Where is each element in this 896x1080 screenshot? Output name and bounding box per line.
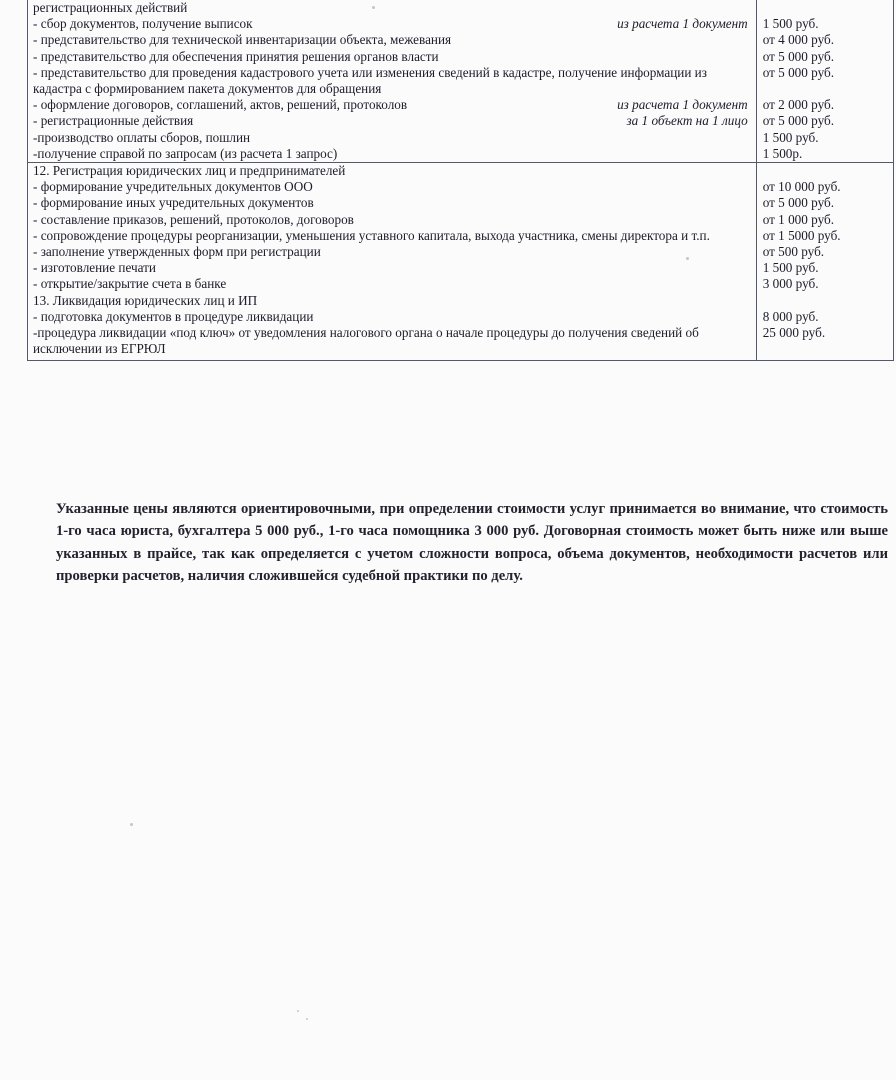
price-cell (756, 163, 893, 180)
scan-speck (686, 257, 689, 260)
table-row (28, 212, 894, 228)
price-cell (756, 309, 893, 325)
price-cell (756, 228, 893, 244)
service-description: - представительство для обеспечения принятия решения органов власти (33, 48, 439, 64)
service-price: от 5 000 руб. (762, 64, 834, 80)
price-cell (756, 179, 893, 195)
service-cell (28, 130, 757, 146)
price-cell (756, 16, 893, 32)
service-unit-note: из расчета 1 документ (617, 16, 748, 32)
price-cell (756, 113, 893, 129)
service-price: 1 500 руб. (762, 16, 819, 32)
price-cell (756, 195, 893, 211)
table-row (28, 130, 894, 146)
service-cell (28, 97, 757, 113)
service-cell (28, 65, 757, 97)
service-description: - заполнение утвержденных форм при регистрации (33, 244, 321, 260)
pricing-footnote: Указанные цены являются ориентировочными, при определении стоимости услуг принимается во внимание, что стоимость 1-го часа юриста, бухгалтера 5 000 руб., 1-го часа помощника 3 000 руб. Договорная стоимость может быть ниже или выше указанных в прайсе, так как определяется с учетом сложности вопроса, объема документов, необходимости расчетов или проверки расчетов, наличия сложившейся судебной практики по делу. (56, 501, 888, 585)
service-price: от 1 5000 руб. (762, 227, 841, 243)
service-price: 25 000 руб. (762, 325, 826, 341)
service-description: 12. Регистрация юридических лиц и предпринимателей (33, 163, 346, 179)
service-price: 1 500 руб. (762, 129, 819, 145)
service-cell (28, 16, 757, 32)
price-cell (756, 325, 893, 361)
service-price: 8 000 руб. (762, 308, 819, 324)
service-price: от 2 000 руб. (762, 97, 834, 113)
service-cell (28, 146, 757, 163)
service-price: от 5 000 руб. (762, 48, 834, 64)
price-cell (756, 130, 893, 146)
service-price: от 4 000 руб. (762, 32, 834, 48)
price-cell (756, 146, 893, 163)
scan-speck (372, 6, 375, 9)
service-cell (28, 228, 757, 244)
service-description: -производство оплаты сборов, пошлин (33, 129, 251, 145)
service-cell (28, 195, 757, 211)
service-cell (28, 113, 757, 129)
table-row (28, 0, 894, 16)
service-price: от 10 000 руб. (762, 179, 841, 195)
price-cell (756, 212, 893, 228)
table-row (28, 16, 894, 32)
service-description: - изготовление печати (33, 260, 156, 276)
table-row (28, 49, 894, 65)
service-price: от 500 руб. (762, 244, 825, 260)
service-cell (28, 309, 757, 325)
service-description: - оформление договоров, соглашений, актов, решений, протоколов (33, 97, 408, 113)
table-row (28, 146, 894, 163)
table-row (28, 276, 894, 292)
service-description: регистрационных действий (33, 0, 188, 15)
scan-speck (130, 823, 133, 826)
service-price: 3 000 руб. (762, 276, 819, 292)
service-description: -получение справой по запросам (из расчета 1 запрос) (33, 145, 338, 161)
service-price: 1 500 руб. (762, 260, 819, 276)
service-cell (28, 0, 757, 16)
table-row (28, 113, 894, 129)
table-row (28, 195, 894, 211)
service-description: - представительство для проведения кадастрового учета или изменения сведений в кадастре, получение информации из кадастра с формированием пакета документов для обращения (33, 64, 707, 97)
service-cell (28, 49, 757, 65)
service-cell (28, 244, 757, 260)
service-description: - представительство для технической инвентаризации объекта, межевания (33, 32, 452, 48)
table-row (28, 260, 894, 276)
price-cell (756, 65, 893, 97)
price-cell (756, 293, 893, 309)
service-cell (28, 276, 757, 292)
price-cell (756, 244, 893, 260)
price-table (27, 0, 894, 361)
table-row (28, 309, 894, 325)
table-row (28, 293, 894, 309)
service-price: от 1 000 руб. (762, 211, 834, 227)
service-description: - формирование иных учредительных документов (33, 195, 314, 211)
service-description: - регистрационные действия (33, 113, 194, 129)
scan-speck (297, 1010, 299, 1012)
service-description: - сбор документов, получение выписок (33, 16, 253, 32)
table-row (28, 32, 894, 48)
service-cell (28, 293, 757, 309)
service-unit-note: за 1 объект на 1 лицо (626, 113, 748, 129)
scan-speck (306, 1018, 308, 1020)
table-row (28, 163, 894, 180)
table-row (28, 244, 894, 260)
service-description: - подготовка документов в процедуре ликвидации (33, 308, 314, 324)
service-unit-note: из расчета 1 документ (617, 97, 748, 113)
table-row (28, 179, 894, 195)
service-price: от 5 000 руб. (762, 113, 834, 129)
service-cell (28, 163, 757, 180)
service-description: - открытие/закрытие счета в банке (33, 276, 227, 292)
service-description: - сопровождение процедуры реорганизации, уменьшения уставного капитала, выхода участника, смены директора и т.п. (33, 227, 710, 243)
table-row (28, 228, 894, 244)
table-row (28, 65, 894, 97)
service-description: 13. Ликвидация юридических лиц и ИП (33, 292, 258, 308)
price-cell (756, 0, 893, 16)
service-cell (28, 260, 757, 276)
table-row (28, 97, 894, 113)
price-cell (756, 49, 893, 65)
service-price: 1 500р. (762, 145, 803, 161)
service-cell (28, 179, 757, 195)
price-cell (756, 260, 893, 276)
table-row (28, 325, 894, 361)
service-cell (28, 325, 757, 361)
price-cell (756, 32, 893, 48)
service-price: от 5 000 руб. (762, 195, 834, 211)
price-cell (756, 276, 893, 292)
service-description: - составление приказов, решений, протоколов, договоров (33, 211, 354, 227)
service-description: -процедура ликвидации «под ключ» от уведомления налогового органа о начале процедуры до получения сведений об исключении из ЕГРЮЛ (33, 325, 699, 357)
price-cell (756, 97, 893, 113)
service-description: - формирование учредительных документов ООО (33, 179, 313, 195)
service-cell (28, 32, 757, 48)
service-cell (28, 212, 757, 228)
